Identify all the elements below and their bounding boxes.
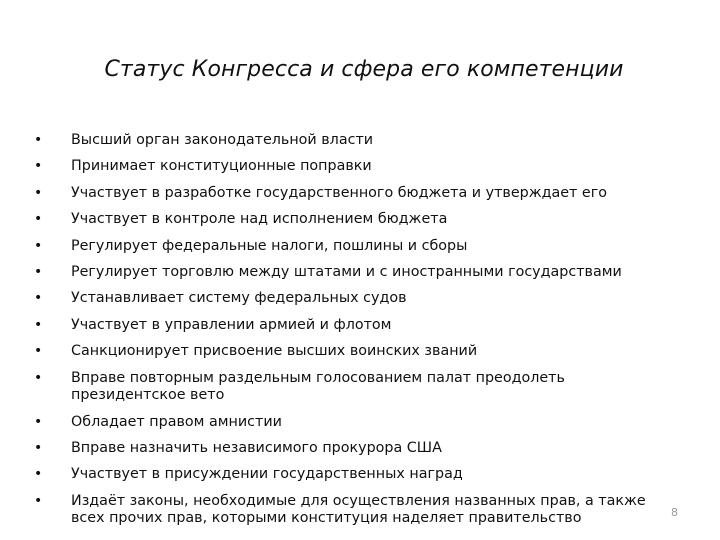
list-item-text: Санкционирует присвоение высших воинских званий xyxy=(71,343,478,360)
list-item xyxy=(34,317,674,335)
bullet-icon: • xyxy=(34,237,43,254)
list-item-text: Обладает правом амнистии xyxy=(71,413,282,430)
list-item xyxy=(34,238,674,256)
bullet-icon: • xyxy=(34,263,43,280)
list-item xyxy=(34,466,674,484)
list-item-text: Регулирует федеральные налоги, пошлины и сборы xyxy=(71,237,468,254)
list-item-text: Участвует в управлении армией и флотом xyxy=(71,316,392,333)
list-item xyxy=(34,414,674,432)
list-item xyxy=(34,440,674,458)
bullet-icon: • xyxy=(34,413,43,430)
bullet-icon: • xyxy=(34,132,43,148)
list-item-text: Издаёт законы, необходимые для осуществления названных прав, а также всех прочих прав, которыми конституция наделяет правительство xyxy=(71,492,646,527)
list-item xyxy=(34,264,674,282)
list-item-text: Высший орган законодательной власти xyxy=(71,132,374,148)
bullet-icon: • xyxy=(34,343,43,360)
bullet-icon: • xyxy=(34,466,43,483)
list-item xyxy=(34,132,674,150)
page-number: 8 xyxy=(671,506,678,519)
bullet-icon: • xyxy=(34,158,43,175)
list-item xyxy=(34,370,674,405)
bullet-icon: • xyxy=(34,184,43,201)
list-item xyxy=(34,185,674,203)
bullet-icon: • xyxy=(34,290,43,307)
list-item-text: Принимает конституционные поправки xyxy=(71,158,372,175)
bullet-list xyxy=(34,132,674,537)
list-item-text: Устанавливает систему федеральных судов xyxy=(71,290,407,307)
list-item-text: Вправе назначить независимого прокурора США xyxy=(71,439,442,456)
bullet-icon: • xyxy=(34,492,43,509)
list-item-text: Вправе повторным раздельным голосованием палат преодолеть президентское вето xyxy=(71,369,565,404)
list-item xyxy=(34,290,674,308)
bullet-icon: • xyxy=(34,439,43,456)
list-item-text: Участвует в контроле над исполнением бюджета xyxy=(71,211,448,228)
list-item-text: Регулирует торговлю между штатами и с иностранными государствами xyxy=(71,263,622,280)
list-item xyxy=(34,211,674,229)
bullet-icon: • xyxy=(34,369,43,386)
list-item xyxy=(34,158,674,176)
slide-title: Статус Конгресса и сфера его компетенции xyxy=(104,57,624,82)
list-item-text: Участвует в присуждении государственных наград xyxy=(71,466,463,483)
list-item-text: Участвует в разработке государственного бюджета и утверждает его xyxy=(71,184,607,201)
bullet-icon: • xyxy=(34,316,43,333)
bullet-icon: • xyxy=(34,211,43,228)
list-item xyxy=(34,493,674,528)
list-item xyxy=(34,343,674,361)
